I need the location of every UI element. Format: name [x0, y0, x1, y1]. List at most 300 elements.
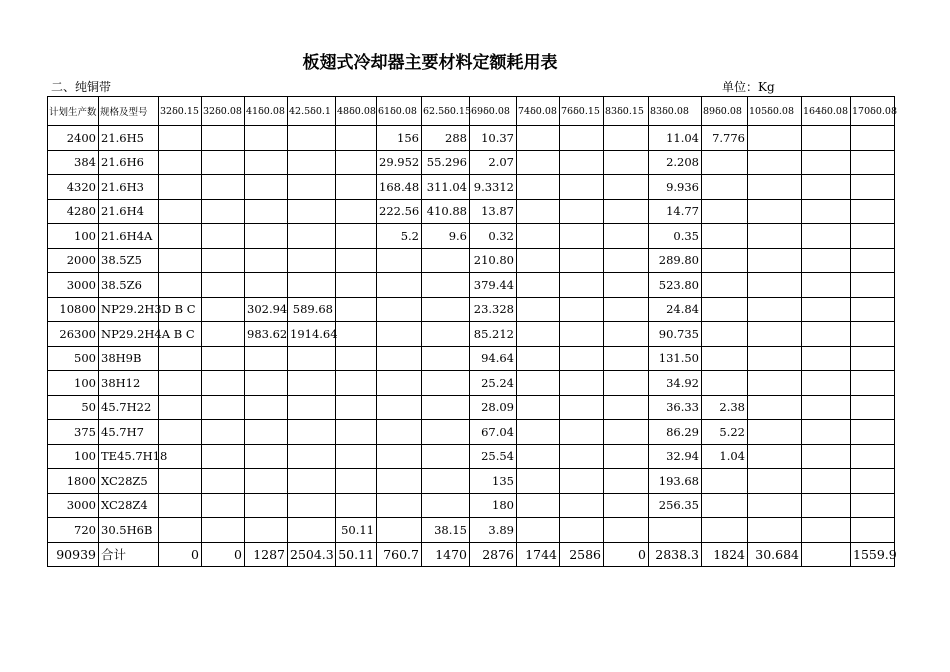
- value-cell: 38.15: [422, 518, 470, 543]
- quantity-cell: 50: [48, 395, 99, 420]
- value-cell: [560, 346, 604, 371]
- table-row: [48, 224, 895, 249]
- value-cell: [245, 273, 288, 298]
- table-row: [48, 322, 895, 347]
- value-cell: 86.29: [649, 420, 702, 445]
- column-header: 89δ0.08: [702, 97, 748, 126]
- value-cell: [422, 395, 470, 420]
- column-header: 48δ0.08: [336, 97, 377, 126]
- value-cell: [702, 371, 748, 396]
- value-cell: [851, 371, 895, 396]
- value-cell: [159, 248, 202, 273]
- column-header: 规格及型号: [99, 97, 159, 126]
- value-cell: [802, 444, 851, 469]
- value-cell: [422, 420, 470, 445]
- column-header: 61δ0.08: [377, 97, 422, 126]
- value-cell: [748, 126, 802, 151]
- value-cell: [802, 199, 851, 224]
- model-cell: 45.7H22: [99, 395, 159, 420]
- value-cell: [377, 248, 422, 273]
- value-cell: [604, 444, 649, 469]
- model-cell: 21.6H6: [99, 150, 159, 175]
- value-cell: [202, 444, 245, 469]
- value-cell: [517, 273, 560, 298]
- value-cell: [422, 322, 470, 347]
- total-row: [48, 542, 895, 567]
- value-cell: [560, 444, 604, 469]
- total-value-cell: 760.7: [377, 542, 422, 567]
- model-cell: XC28Z5: [99, 469, 159, 494]
- value-cell: [604, 322, 649, 347]
- value-cell: [202, 297, 245, 322]
- value-cell: 0.35: [649, 224, 702, 249]
- value-cell: [377, 371, 422, 396]
- model-cell: 21.6H4A: [99, 224, 159, 249]
- value-cell: [604, 371, 649, 396]
- value-cell: [802, 273, 851, 298]
- total-quantity-cell: 90939: [48, 542, 99, 567]
- value-cell: [560, 420, 604, 445]
- value-cell: 9.936: [649, 175, 702, 200]
- value-cell: [336, 322, 377, 347]
- value-cell: [336, 346, 377, 371]
- model-cell: 38.5Z6: [99, 273, 159, 298]
- model-cell: 21.6H3: [99, 175, 159, 200]
- total-value-cell: 1470: [422, 542, 470, 567]
- value-cell: [560, 175, 604, 200]
- value-cell: 289.80: [649, 248, 702, 273]
- table-row: [48, 469, 895, 494]
- value-cell: [748, 273, 802, 298]
- value-cell: [748, 518, 802, 543]
- value-cell: [336, 175, 377, 200]
- value-cell: [802, 297, 851, 322]
- value-cell: [851, 322, 895, 347]
- value-cell: [288, 420, 336, 445]
- value-cell: [702, 224, 748, 249]
- table-row: [48, 273, 895, 298]
- value-cell: [202, 199, 245, 224]
- value-cell: [159, 199, 202, 224]
- total-value-cell: 1824: [702, 542, 748, 567]
- value-cell: [245, 518, 288, 543]
- value-cell: [245, 469, 288, 494]
- value-cell: [851, 444, 895, 469]
- value-cell: [802, 346, 851, 371]
- value-cell: [604, 273, 649, 298]
- value-cell: [159, 224, 202, 249]
- value-cell: [604, 469, 649, 494]
- value-cell: [377, 420, 422, 445]
- quantity-cell: 375: [48, 420, 99, 445]
- value-cell: [702, 248, 748, 273]
- value-cell: [159, 175, 202, 200]
- value-cell: [288, 224, 336, 249]
- value-cell: [560, 248, 604, 273]
- table-row: [48, 175, 895, 200]
- quantity-cell: 3000: [48, 273, 99, 298]
- value-cell: 25.24: [470, 371, 517, 396]
- value-cell: [560, 322, 604, 347]
- value-cell: [702, 346, 748, 371]
- value-cell: [202, 273, 245, 298]
- value-cell: [377, 273, 422, 298]
- value-cell: [802, 322, 851, 347]
- value-cell: [560, 150, 604, 175]
- value-cell: 210.80: [470, 248, 517, 273]
- value-cell: [517, 175, 560, 200]
- value-cell: 379.44: [470, 273, 517, 298]
- total-value-cell: 0: [604, 542, 649, 567]
- model-cell: 38H9B: [99, 346, 159, 371]
- value-cell: [802, 469, 851, 494]
- value-cell: [517, 420, 560, 445]
- value-cell: [202, 346, 245, 371]
- value-cell: 1.04: [702, 444, 748, 469]
- value-cell: [702, 199, 748, 224]
- value-cell: 983.62: [245, 322, 288, 347]
- value-cell: [336, 444, 377, 469]
- value-cell: [202, 150, 245, 175]
- value-cell: [422, 469, 470, 494]
- value-cell: [702, 273, 748, 298]
- value-cell: [604, 346, 649, 371]
- value-cell: [377, 395, 422, 420]
- value-cell: 94.64: [470, 346, 517, 371]
- total-value-cell: 2838.3: [649, 542, 702, 567]
- value-cell: [560, 518, 604, 543]
- value-cell: [288, 469, 336, 494]
- value-cell: [748, 444, 802, 469]
- value-cell: [802, 248, 851, 273]
- value-cell: [377, 518, 422, 543]
- value-cell: 168.48: [377, 175, 422, 200]
- value-cell: [517, 150, 560, 175]
- table-row: [48, 126, 895, 151]
- value-cell: [517, 297, 560, 322]
- value-cell: 523.80: [649, 273, 702, 298]
- value-cell: [649, 518, 702, 543]
- quantity-cell: 100: [48, 444, 99, 469]
- page-title: 板翅式冷却器主要材料定额耗用表: [302, 53, 558, 73]
- value-cell: [560, 297, 604, 322]
- value-cell: [702, 493, 748, 518]
- value-cell: [288, 273, 336, 298]
- total-value-cell: 2586: [560, 542, 604, 567]
- value-cell: [748, 469, 802, 494]
- value-cell: [517, 199, 560, 224]
- value-cell: [288, 395, 336, 420]
- value-cell: [604, 224, 649, 249]
- value-cell: [748, 322, 802, 347]
- value-cell: [288, 371, 336, 396]
- value-cell: [245, 150, 288, 175]
- column-header: 32δ0.15: [159, 97, 202, 126]
- value-cell: [802, 493, 851, 518]
- value-cell: [336, 420, 377, 445]
- value-cell: [802, 224, 851, 249]
- value-cell: 32.94: [649, 444, 702, 469]
- column-header: 62.5δ0.15: [422, 97, 470, 126]
- value-cell: [851, 395, 895, 420]
- value-cell: 9.3312: [470, 175, 517, 200]
- value-cell: 135: [470, 469, 517, 494]
- column-header: 76δ0.15: [560, 97, 604, 126]
- value-cell: 23.328: [470, 297, 517, 322]
- model-cell: 21.6H4: [99, 199, 159, 224]
- value-cell: [422, 273, 470, 298]
- value-cell: [377, 322, 422, 347]
- value-cell: [202, 469, 245, 494]
- quantity-cell: 3000: [48, 493, 99, 518]
- value-cell: [336, 371, 377, 396]
- value-cell: [202, 248, 245, 273]
- value-cell: [377, 444, 422, 469]
- value-cell: 55.296: [422, 150, 470, 175]
- value-cell: [336, 395, 377, 420]
- quantity-cell: 2000: [48, 248, 99, 273]
- value-cell: [245, 199, 288, 224]
- value-cell: [748, 346, 802, 371]
- value-cell: [702, 175, 748, 200]
- value-cell: [336, 469, 377, 494]
- value-cell: 85.212: [470, 322, 517, 347]
- value-cell: 1914.64: [288, 322, 336, 347]
- value-cell: [377, 493, 422, 518]
- value-cell: 131.50: [649, 346, 702, 371]
- value-cell: [851, 518, 895, 543]
- value-cell: [560, 493, 604, 518]
- quantity-cell: 100: [48, 224, 99, 249]
- value-cell: [517, 518, 560, 543]
- value-cell: [336, 297, 377, 322]
- value-cell: 3.89: [470, 518, 517, 543]
- value-cell: [377, 297, 422, 322]
- value-cell: [748, 199, 802, 224]
- value-cell: [560, 469, 604, 494]
- column-header: 83δ0.08: [649, 97, 702, 126]
- value-cell: 288: [422, 126, 470, 151]
- value-cell: [851, 273, 895, 298]
- total-value-cell: [802, 542, 851, 567]
- value-cell: [748, 395, 802, 420]
- total-label-cell: 合计: [99, 542, 159, 567]
- value-cell: [245, 493, 288, 518]
- value-cell: [802, 395, 851, 420]
- value-cell: [202, 322, 245, 347]
- value-cell: [851, 150, 895, 175]
- total-value-cell: 30.684: [748, 542, 802, 567]
- quantity-cell: 100: [48, 371, 99, 396]
- value-cell: [802, 371, 851, 396]
- value-cell: [702, 322, 748, 347]
- total-value-cell: 2504.3: [288, 542, 336, 567]
- total-value-cell: 2876: [470, 542, 517, 567]
- value-cell: [702, 297, 748, 322]
- value-cell: [159, 346, 202, 371]
- value-cell: [288, 518, 336, 543]
- value-cell: [517, 469, 560, 494]
- value-cell: 2.38: [702, 395, 748, 420]
- value-cell: 302.94: [245, 297, 288, 322]
- value-cell: [159, 126, 202, 151]
- total-value-cell: 0: [202, 542, 245, 567]
- column-header: 69δ0.08: [470, 97, 517, 126]
- column-header: 计划生产数: [48, 97, 99, 126]
- value-cell: [159, 469, 202, 494]
- value-cell: [288, 493, 336, 518]
- value-cell: [604, 297, 649, 322]
- value-cell: [422, 444, 470, 469]
- value-cell: [604, 518, 649, 543]
- model-cell: 38.5Z5: [99, 248, 159, 273]
- value-cell: 90.735: [649, 322, 702, 347]
- value-cell: [288, 248, 336, 273]
- value-cell: [604, 150, 649, 175]
- value-cell: [851, 224, 895, 249]
- table-row: [48, 493, 895, 518]
- value-cell: 14.77: [649, 199, 702, 224]
- model-cell: 21.6H5: [99, 126, 159, 151]
- value-cell: [560, 126, 604, 151]
- value-cell: [422, 248, 470, 273]
- value-cell: 34.92: [649, 371, 702, 396]
- value-cell: 25.54: [470, 444, 517, 469]
- value-cell: [336, 199, 377, 224]
- quantity-cell: 4280: [48, 199, 99, 224]
- model-cell: NP29.2H3D B C: [99, 297, 159, 322]
- value-cell: [517, 371, 560, 396]
- table-row: [48, 150, 895, 175]
- value-cell: 50.11: [336, 518, 377, 543]
- value-cell: [517, 395, 560, 420]
- section-label: 二、纯铜带: [51, 80, 112, 94]
- column-header: 32δ0.08: [202, 97, 245, 126]
- value-cell: 29.952: [377, 150, 422, 175]
- value-cell: [159, 371, 202, 396]
- table-row: [48, 346, 895, 371]
- value-cell: [422, 493, 470, 518]
- value-cell: 2.208: [649, 150, 702, 175]
- value-cell: [517, 224, 560, 249]
- value-cell: 256.35: [649, 493, 702, 518]
- value-cell: [851, 493, 895, 518]
- value-cell: [604, 126, 649, 151]
- value-cell: [802, 126, 851, 151]
- value-cell: 5.2: [377, 224, 422, 249]
- column-header: 42.5δ0.1: [288, 97, 336, 126]
- value-cell: [748, 493, 802, 518]
- value-cell: [422, 371, 470, 396]
- value-cell: [202, 126, 245, 151]
- value-cell: 311.04: [422, 175, 470, 200]
- value-cell: 67.04: [470, 420, 517, 445]
- value-cell: [851, 297, 895, 322]
- value-cell: [748, 420, 802, 445]
- quantity-cell: 2400: [48, 126, 99, 151]
- table-row: [48, 420, 895, 445]
- table-row: [48, 297, 895, 322]
- model-cell: NP29.2H4A B C: [99, 322, 159, 347]
- value-cell: 2.07: [470, 150, 517, 175]
- column-header: 83δ0.15: [604, 97, 649, 126]
- quantity-cell: 384: [48, 150, 99, 175]
- value-cell: 0.32: [470, 224, 517, 249]
- table-row: [48, 199, 895, 224]
- value-cell: [748, 297, 802, 322]
- value-cell: [604, 493, 649, 518]
- value-cell: [202, 371, 245, 396]
- model-cell: XC28Z4: [99, 493, 159, 518]
- quantity-cell: 500: [48, 346, 99, 371]
- value-cell: 28.09: [470, 395, 517, 420]
- column-header: 164δ0.08: [802, 97, 851, 126]
- value-cell: [245, 126, 288, 151]
- table-row: [48, 518, 895, 543]
- value-cell: [517, 322, 560, 347]
- value-cell: [748, 175, 802, 200]
- value-cell: [604, 199, 649, 224]
- value-cell: [245, 395, 288, 420]
- value-cell: [159, 420, 202, 445]
- value-cell: [202, 175, 245, 200]
- value-cell: [245, 371, 288, 396]
- value-cell: 36.33: [649, 395, 702, 420]
- value-cell: [245, 224, 288, 249]
- value-cell: [851, 248, 895, 273]
- value-cell: [159, 150, 202, 175]
- value-cell: [245, 175, 288, 200]
- total-value-cell: 0: [159, 542, 202, 567]
- value-cell: [517, 444, 560, 469]
- value-cell: [159, 273, 202, 298]
- model-cell: 38H12: [99, 371, 159, 396]
- value-cell: [748, 150, 802, 175]
- model-cell: TE45.7H18: [99, 444, 159, 469]
- value-cell: [288, 346, 336, 371]
- value-cell: [851, 420, 895, 445]
- column-header: 105δ0.08: [748, 97, 802, 126]
- value-cell: [245, 420, 288, 445]
- material-table: [47, 96, 898, 567]
- value-cell: [517, 346, 560, 371]
- column-header: 74δ0.08: [517, 97, 560, 126]
- value-cell: [851, 126, 895, 151]
- value-cell: [336, 126, 377, 151]
- value-cell: [202, 420, 245, 445]
- table-row: [48, 444, 895, 469]
- value-cell: [802, 420, 851, 445]
- value-cell: [702, 469, 748, 494]
- value-cell: 24.84: [649, 297, 702, 322]
- value-cell: [560, 273, 604, 298]
- value-cell: [702, 150, 748, 175]
- value-cell: [336, 150, 377, 175]
- value-cell: [288, 126, 336, 151]
- quantity-cell: 10800: [48, 297, 99, 322]
- value-cell: [560, 371, 604, 396]
- value-cell: [422, 346, 470, 371]
- value-cell: [851, 175, 895, 200]
- value-cell: [336, 248, 377, 273]
- value-cell: [288, 444, 336, 469]
- value-cell: 7.776: [702, 126, 748, 151]
- value-cell: [202, 395, 245, 420]
- value-cell: [802, 150, 851, 175]
- value-cell: [802, 518, 851, 543]
- value-cell: [202, 493, 245, 518]
- value-cell: [560, 395, 604, 420]
